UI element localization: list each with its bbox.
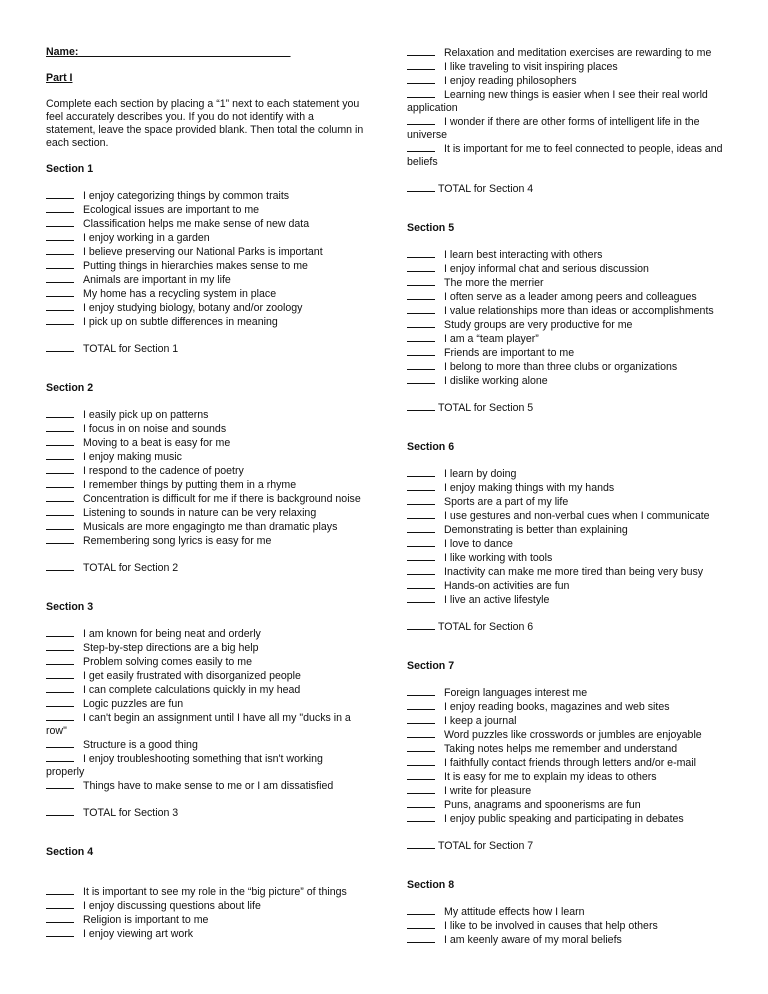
section-2-heading: Section 2 <box>46 382 94 394</box>
list-item[interactable]: Structure is a good thing <box>46 738 364 752</box>
section-4-list-part-1 <box>46 885 364 941</box>
answer-blank[interactable] <box>407 332 435 342</box>
list-item[interactable]: I enjoy reading books, magazines and web sites <box>407 700 725 714</box>
answer-blank[interactable] <box>46 669 74 679</box>
section-5-list <box>407 248 725 388</box>
instructions: Complete each section by placing a “1” next to each statement you feel accurately describes you. If you do not identify with a statement, leave the space provided blank. Then total the column in each section. <box>46 98 364 149</box>
list-item[interactable]: Animals are important in my life <box>46 273 364 287</box>
answer-blank[interactable] <box>46 683 74 693</box>
left-column <box>46 46 364 941</box>
list-item[interactable]: I like to be involved in causes that help others <box>407 919 725 933</box>
total-blank[interactable] <box>46 342 74 352</box>
list-item[interactable]: Sports are a part of my life <box>407 495 725 509</box>
section-8-heading: Section 8 <box>407 879 455 891</box>
answer-blank[interactable] <box>46 520 74 530</box>
answer-blank[interactable] <box>46 259 74 269</box>
list-item[interactable]: Listening to sounds in nature can be very relaxing <box>46 506 364 520</box>
right-column <box>407 46 725 947</box>
answer-blank[interactable] <box>46 273 74 283</box>
list-item[interactable]: Friends are important to me <box>407 346 725 360</box>
answer-blank[interactable] <box>46 189 74 199</box>
list-item[interactable]: I love to dance <box>407 537 725 551</box>
answer-blank[interactable] <box>46 203 74 213</box>
list-item[interactable]: I enjoy troubleshooting something that isn't working properly <box>46 753 323 778</box>
section-1-total[interactable]: TOTAL for Section 1 <box>46 342 364 356</box>
answer-blank[interactable] <box>46 217 74 227</box>
list-item[interactable]: It is important for me to feel connected to people, ideas and beliefs <box>407 143 723 168</box>
list-item[interactable]: I get easily frustrated with disorganized people <box>46 669 364 683</box>
answer-blank[interactable] <box>407 798 435 808</box>
answer-blank[interactable] <box>407 919 435 929</box>
answer-blank[interactable] <box>46 885 74 895</box>
total-blank[interactable] <box>407 839 435 849</box>
list-item[interactable]: I can't begin an assignment until I have all my "ducks in a row" <box>46 712 351 737</box>
list-item[interactable]: Step-by-step directions are a big help <box>46 641 364 655</box>
section-1-list <box>46 189 364 329</box>
answer-blank[interactable] <box>407 46 435 56</box>
list-item[interactable]: Puns, anagrams and spoonerisms are fun <box>407 798 725 812</box>
answer-blank[interactable] <box>46 738 74 748</box>
answer-blank[interactable] <box>46 450 74 460</box>
answer-blank[interactable] <box>46 464 74 474</box>
list-item[interactable]: I learn by doing <box>407 467 725 481</box>
section-3-heading: Section 3 <box>46 601 94 613</box>
list-item[interactable]: I enjoy reading philosophers <box>407 74 725 88</box>
list-item[interactable]: I enjoy making things with my hands <box>407 481 725 495</box>
section-6-list <box>407 467 725 607</box>
section-5-heading: Section 5 <box>407 222 455 234</box>
list-item[interactable]: I am a “team player” <box>407 332 725 346</box>
answer-blank[interactable] <box>407 579 435 589</box>
answer-blank[interactable] <box>46 779 74 789</box>
section-2-list <box>46 408 364 548</box>
answer-blank[interactable] <box>407 537 435 547</box>
name-field-label: Name:____________________________________ <box>46 46 291 58</box>
list-item[interactable]: Moving to a beat is easy for me <box>46 436 364 450</box>
answer-blank[interactable] <box>407 360 435 370</box>
list-item[interactable]: Concentration is difficult for me if there is background noise <box>46 492 364 506</box>
list-item[interactable]: I respond to the cadence of poetry <box>46 464 364 478</box>
total-blank[interactable] <box>46 561 74 571</box>
answer-blank[interactable] <box>46 534 74 544</box>
list-item[interactable]: Classification helps me make sense of new data <box>46 217 364 231</box>
list-item[interactable]: I am known for being neat and orderly <box>46 627 364 641</box>
answer-blank[interactable] <box>407 509 435 519</box>
list-item[interactable]: I faithfully contact friends through letters and/or e-mail <box>407 756 725 770</box>
answer-blank[interactable] <box>407 60 435 70</box>
list-item[interactable]: Inactivity can make me more tired than being very busy <box>407 565 725 579</box>
answer-blank[interactable] <box>407 495 435 505</box>
list-item[interactable]: I enjoy studying biology, botany and/or zoology <box>46 301 364 315</box>
answer-blank[interactable] <box>46 245 74 255</box>
answer-blank[interactable] <box>46 231 74 241</box>
answer-blank[interactable] <box>407 714 435 724</box>
list-item[interactable]: I learn best interacting with others <box>407 248 725 262</box>
list-item[interactable]: It is important to see my role in the “big picture” of things <box>46 885 364 899</box>
answer-blank[interactable] <box>407 248 435 258</box>
answer-blank[interactable] <box>46 697 74 707</box>
answer-blank[interactable] <box>407 728 435 738</box>
answer-blank[interactable] <box>46 655 74 665</box>
answer-blank[interactable] <box>407 74 435 84</box>
list-item[interactable]: I enjoy making music <box>46 450 364 464</box>
list-item[interactable]: I wonder if there are other forms of intelligent life in the universe <box>407 116 700 141</box>
answer-blank[interactable] <box>407 304 435 314</box>
list-item[interactable]: I write for pleasure <box>407 784 725 798</box>
answer-blank[interactable] <box>46 478 74 488</box>
answer-blank[interactable] <box>46 301 74 311</box>
list-item[interactable]: Putting things in hierarchies makes sense to me <box>46 259 364 273</box>
answer-blank[interactable] <box>407 905 435 915</box>
list-item[interactable]: I can complete calculations quickly in my head <box>46 683 364 697</box>
answer-blank[interactable] <box>46 927 74 937</box>
section-3-list <box>46 627 364 793</box>
answer-blank[interactable] <box>407 686 435 696</box>
list-item[interactable]: I like working with tools <box>407 551 725 565</box>
answer-blank[interactable] <box>407 115 435 125</box>
list-item[interactable]: My home has a recycling system in place <box>46 287 364 301</box>
section-7-heading: Section 7 <box>407 660 455 672</box>
list-item[interactable]: I enjoy public speaking and participating in debates <box>407 812 725 826</box>
answer-blank[interactable] <box>407 770 435 780</box>
answer-blank[interactable] <box>46 287 74 297</box>
answer-blank[interactable] <box>407 374 435 384</box>
answer-blank[interactable] <box>407 933 435 943</box>
answer-blank[interactable] <box>46 913 74 923</box>
list-item[interactable]: I value relationships more than ideas or accomplishments <box>407 304 725 318</box>
section-6-heading: Section 6 <box>407 441 455 453</box>
answer-blank[interactable] <box>407 142 435 152</box>
section-5-total[interactable]: TOTAL for Section 5 <box>407 401 725 415</box>
list-item[interactable]: Foreign languages interest me <box>407 686 725 700</box>
answer-blank[interactable] <box>46 506 74 516</box>
list-item[interactable]: I belong to more than three clubs or organizations <box>407 360 725 374</box>
list-item[interactable]: I enjoy viewing art work <box>46 927 364 941</box>
list-item[interactable]: It is easy for me to explain my ideas to others <box>407 770 725 784</box>
answer-blank[interactable] <box>407 318 435 328</box>
list-item[interactable]: I enjoy working in a garden <box>46 231 364 245</box>
list-item[interactable]: Religion is important to me <box>46 913 364 927</box>
list-item[interactable]: Hands-on activities are fun <box>407 579 725 593</box>
list-item[interactable]: Problem solving comes easily to me <box>46 655 364 669</box>
section-7-total[interactable]: TOTAL for Section 7 <box>407 839 725 853</box>
total-blank[interactable] <box>46 806 74 816</box>
answer-blank[interactable] <box>46 315 74 325</box>
part-label: Part I <box>46 72 73 84</box>
list-item[interactable]: I often serve as a leader among peers and colleagues <box>407 290 725 304</box>
list-item[interactable]: I live an active lifestyle <box>407 593 725 607</box>
list-item[interactable]: Musicals are more engagingto me than dramatic plays <box>46 520 364 534</box>
total-blank[interactable] <box>407 401 435 411</box>
answer-blank[interactable] <box>407 523 435 533</box>
list-item[interactable]: Study groups are very productive for me <box>407 318 725 332</box>
answer-blank[interactable] <box>407 346 435 356</box>
section-4-list-part-2 <box>407 46 725 169</box>
answer-blank[interactable] <box>407 467 435 477</box>
section-6-total[interactable]: TOTAL for Section 6 <box>407 620 725 634</box>
list-item[interactable]: Word puzzles like crosswords or jumbles are enjoyable <box>407 728 725 742</box>
list-item[interactable]: Ecological issues are important to me <box>46 203 364 217</box>
answer-blank[interactable] <box>46 641 74 651</box>
answer-blank[interactable] <box>407 481 435 491</box>
total-blank[interactable] <box>407 620 435 630</box>
list-item[interactable]: Things have to make sense to me or I am dissatisfied <box>46 779 364 793</box>
answer-blank[interactable] <box>407 700 435 710</box>
answer-blank[interactable] <box>46 408 74 418</box>
list-item[interactable]: Taking notes helps me remember and understand <box>407 742 725 756</box>
answer-blank[interactable] <box>407 784 435 794</box>
answer-blank[interactable] <box>407 88 435 98</box>
answer-blank[interactable] <box>407 290 435 300</box>
list-item[interactable]: I use gestures and non-verbal cues when I communicate <box>407 509 725 523</box>
section-3-total[interactable]: TOTAL for Section 3 <box>46 806 364 820</box>
list-item[interactable]: Logic puzzles are fun <box>46 697 364 711</box>
list-item[interactable]: I dislike working alone <box>407 374 725 388</box>
list-item[interactable]: I enjoy categorizing things by common traits <box>46 189 364 203</box>
list-item[interactable]: I enjoy discussing questions about life <box>46 899 364 913</box>
answer-blank[interactable] <box>407 551 435 561</box>
list-item[interactable]: I like traveling to visit inspiring places <box>407 60 725 74</box>
answer-blank[interactable] <box>46 492 74 502</box>
answer-blank[interactable] <box>46 899 74 909</box>
answer-blank[interactable] <box>407 812 435 822</box>
list-item[interactable]: I focus in on noise and sounds <box>46 422 364 436</box>
answer-blank[interactable] <box>407 756 435 766</box>
answer-blank[interactable] <box>407 593 435 603</box>
list-item[interactable]: Learning new things is easier when I see their real world application <box>407 89 708 114</box>
answer-blank[interactable] <box>46 711 74 721</box>
list-item[interactable]: I am keenly aware of my moral beliefs <box>407 933 725 947</box>
answer-blank[interactable] <box>407 276 435 286</box>
list-item[interactable]: Remembering song lyrics is easy for me <box>46 534 364 548</box>
answer-blank[interactable] <box>407 565 435 575</box>
list-item[interactable]: I easily pick up on patterns <box>46 408 364 422</box>
section-4-total[interactable]: TOTAL for Section 4 <box>407 182 725 196</box>
answer-blank[interactable] <box>46 422 74 432</box>
list-item[interactable]: The more the merrier <box>407 276 725 290</box>
answer-blank[interactable] <box>407 742 435 752</box>
list-item[interactable]: I pick up on subtle differences in meaning <box>46 315 364 329</box>
list-item[interactable]: I believe preserving our National Parks is important <box>46 245 364 259</box>
list-item[interactable]: I remember things by putting them in a rhyme <box>46 478 364 492</box>
list-item[interactable]: I keep a journal <box>407 714 725 728</box>
list-item[interactable]: I enjoy informal chat and serious discussion <box>407 262 725 276</box>
list-item[interactable]: Relaxation and meditation exercises are rewarding to me <box>407 46 725 60</box>
section-7-list <box>407 686 725 826</box>
section-8-list <box>407 905 725 947</box>
list-item[interactable]: My attitude effects how I learn <box>407 905 725 919</box>
answer-blank[interactable] <box>46 752 74 762</box>
answer-blank[interactable] <box>46 627 74 637</box>
section-2-total[interactable]: TOTAL for Section 2 <box>46 561 364 575</box>
answer-blank[interactable] <box>407 262 435 272</box>
section-4-heading: Section 4 <box>46 846 94 858</box>
list-item[interactable]: Demonstrating is better than explaining <box>407 523 725 537</box>
section-1-heading: Section 1 <box>46 163 94 175</box>
answer-blank[interactable] <box>46 436 74 446</box>
total-blank[interactable] <box>407 182 435 192</box>
